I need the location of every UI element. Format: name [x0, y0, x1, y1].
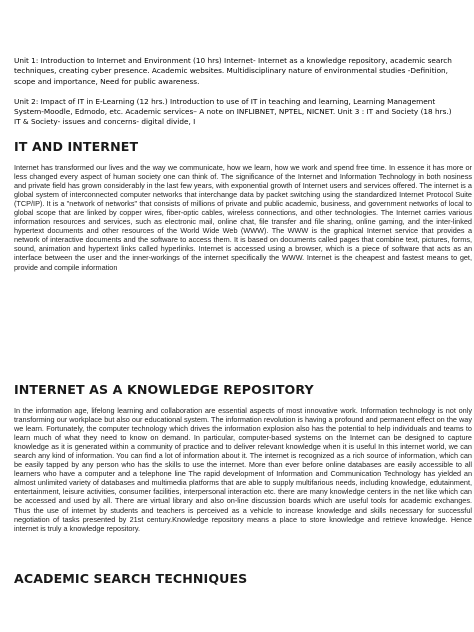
- unit-2-paragraph: Unit 2: Impact of IT in E-Learning (12 hrs.) Introduction to use of IT in teaching and learning, Learning Management System-Moodle, Edmodo, etc. Academic services– A note on INFLIBNET, NPTEL, NICNET. Unit 3 : IT and Society (18 hrs.) IT & Society- issues and concerns- digital divide, I: [14, 96, 452, 127]
- it-and-internet-paragraph: Internet has transformed our lives and the way we communicate, how we learn, how we work and spend free time. In essence it has more or less changed every aspect of human society one can think of. The significance of the Internet and Information Technology in both nosiness and private field has grown considerably in the last few years, with exponential growth of Internet users and services offered. The internet is a global system of interconnected computer networks that interchange data by packet switching using the standardized Internet Protocol Suite (TCP/IP). It is a "network of networks" that consists of millions of private and public academic, business, and government networks of local to global scope that are linked by copper wires, fiber-optic cables, wireless connections, and other technologies. The Internet carries various information resources and services, such as electronic mail, online chat, file transfer and file sharing, online gaming, and the inter-linked hypertext documents and other resources of the World Wide Web (WWW). The WWW is the graphical Internet service that provides a network of interactive documents and the software to access them. It is based on documents called pages that combine text, pictures, forms, sound, animation and hypertext links called hyperlinks. Internet is accessed using a browser, which is a piece of software that acts as an interface between the user and the inner-workings of the internet specifically the WWW. Internet is the cheapest and fastest means to get, provide and compile information: [14, 163, 472, 272]
- heading-knowledge-repository: INTERNET AS A KNOWLEDGE REPOSITORY: [14, 382, 314, 397]
- heading-it-and-internet: IT AND INTERNET: [14, 139, 139, 154]
- heading-academic-search-techniques: ACADEMIC SEARCH TECHNIQUES: [14, 571, 248, 586]
- knowledge-repository-paragraph: In the information age, lifelong learning and collaboration are essential aspects of most innovative work. Information technology is not only transforming our workplace but also our educational system. The information revolution is having a profound and permanent effect on the way we learn. Fortunately, the computer technology which drives the information explosion also has the potential to help individuals and teams to learn much of what they need to know on demand. In particular, computer-based systems on the Internet can be designed to capture knowledge as it is generated within a community of practice and to deliver relevant knowledge when it is useful In this internet world, we can search any kind of information. You can find a lot of information about it. The internet is recognized as a rich source of information, which can be easily tapped by any person who has the skills to use the internet. More than ever before online databases are easily accessible to all learners who have a computer and a telephone line The rapid development of Information and Communication Technology has yielded an almost unlimited variety of databases and multimedia platforms that are able to supply multifarious needs, including knowledge, edutainment, entertainment, leisure activities, consumer facilities, interpersonal interaction etc. there are many knowledge centers in the net like which can be accessed and used by all. There are virtual library and also on-line discussion boards which are useful tools for academic exchanges. Thus the use of internet by students and teachers is perceived as a vehicle to increase knowledge and skills necessary for successful negotiation of tasks presented by 21st century.Knowledge repository means a place to store knowledge and retrieve knowledge. Hence internet is truly a knowledge repository.: [14, 406, 472, 533]
- syllabus-block: [14, 56, 460, 138]
- unit-1-paragraph: Unit 1: Introduction to Internet and Environment (10 hrs) Internet- Internet as a knowledge repository, academic search techniques, creating cyber presence. Academic websites. Multidisciplinary nature of environmental studies -Definition, scope and importance, Need for public awareness.: [14, 56, 452, 86]
